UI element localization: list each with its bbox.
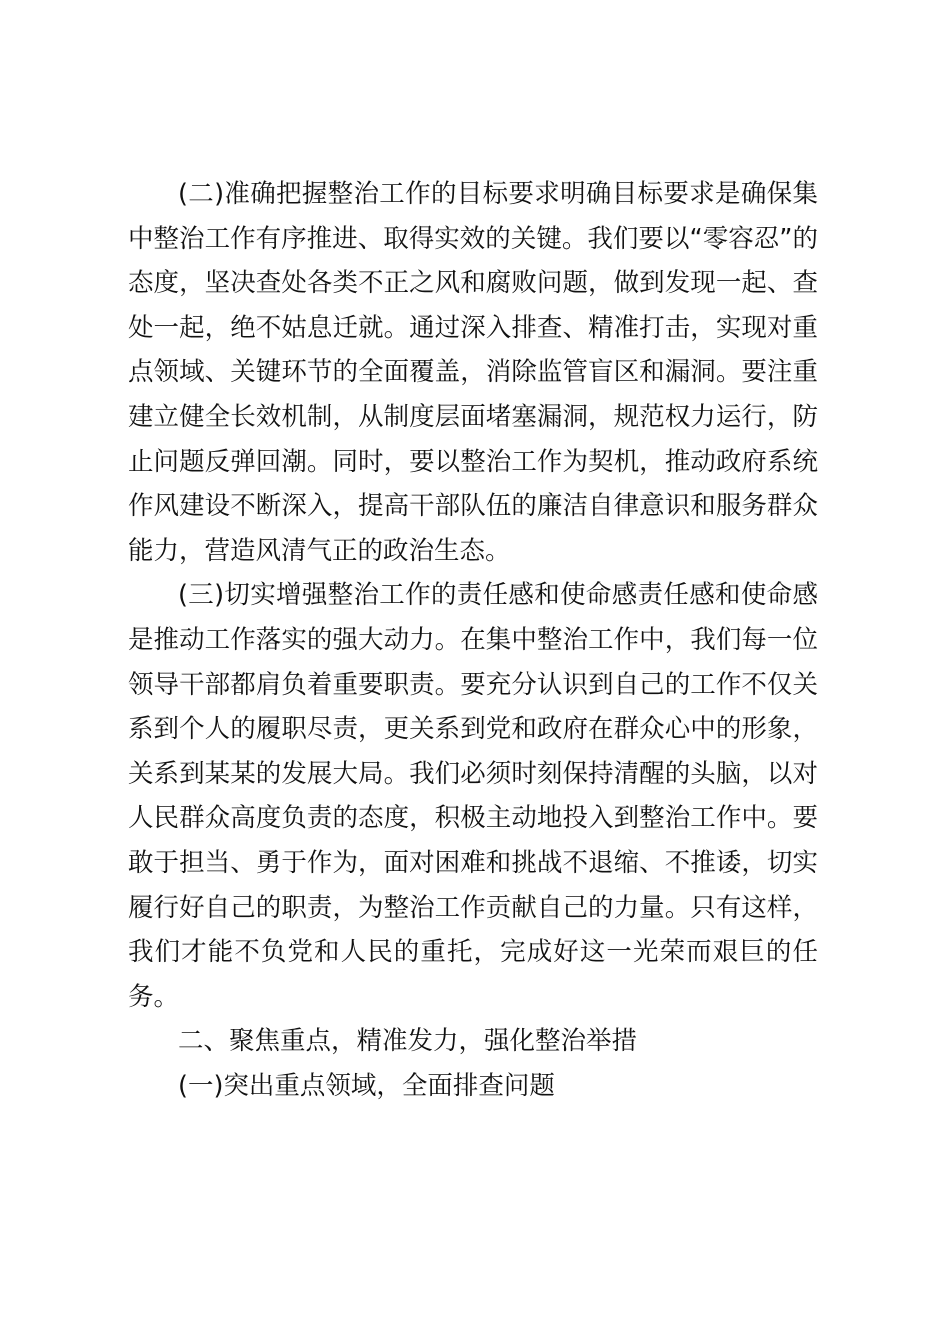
text-line: (三)切实增强整治工作的责任感和使命感责任感和使命感 <box>178 580 818 611</box>
document-body <box>128 172 818 1108</box>
text-line: 是推动工作落实的强大动力。在集中整治工作中，我们每一位 <box>128 624 818 655</box>
text-line: 系到个人的履职尽责，更关系到党和政府在群众心中的形象， <box>128 714 818 745</box>
text-line: 止问题反弹回潮。同时，要以整治工作为契机，推动政府系统 <box>128 446 818 477</box>
text-line: 领导干部都肩负着重要职责。要充分认识到自己的工作不仅关 <box>128 669 818 700</box>
text-line: 我们才能不负党和人民的重托，完成好这一光荣而艰巨的任 <box>128 937 818 968</box>
text-line: (二)准确把握整治工作的目标要求明确目标要求是确保集 <box>178 179 818 209</box>
text-line: 关系到某某的发展大局。我们必须时刻保持清醒的头脑，以对 <box>128 758 818 789</box>
text-line: 能力，营造风清气正的政治生态。 <box>128 535 511 566</box>
text-line: 敢于担当、勇于作为，面对困难和挑战不退缩、不推诿，切实 <box>128 847 818 878</box>
text-line: 作风建设不断深入，提高干部队伍的廉洁自律意识和服务群众 <box>128 491 818 522</box>
text-line: 务。 <box>128 981 180 1012</box>
text-line: 二、聚焦重点，精准发力，强化整治举措 <box>178 1026 638 1057</box>
text-line: 履行好自己的职责，为整治工作贡献自己的力量。只有这样， <box>128 892 818 923</box>
text-line: 建立健全长效机制，从制度层面堵塞漏洞，规范权力运行，防 <box>128 401 818 432</box>
text-line: 处一起，绝不姑息迁就。通过深入排查、精准打击，实现对重 <box>128 312 818 343</box>
text-line: 点领域、关键环节的全面覆盖，消除监管盲区和漏洞。要注重 <box>128 357 818 388</box>
text-line: (一)突出重点领域，全面排查问题 <box>178 1070 555 1101</box>
text-line: 中整治工作有序推进、取得实效的关键。我们要以“零容忍”的 <box>128 223 818 254</box>
text-line: 人民群众高度负责的态度，积极主动地投入到整治工作中。要 <box>128 803 818 834</box>
text-line: 态度，坚决查处各类不正之风和腐败问题，做到发现一起、查 <box>128 268 818 299</box>
